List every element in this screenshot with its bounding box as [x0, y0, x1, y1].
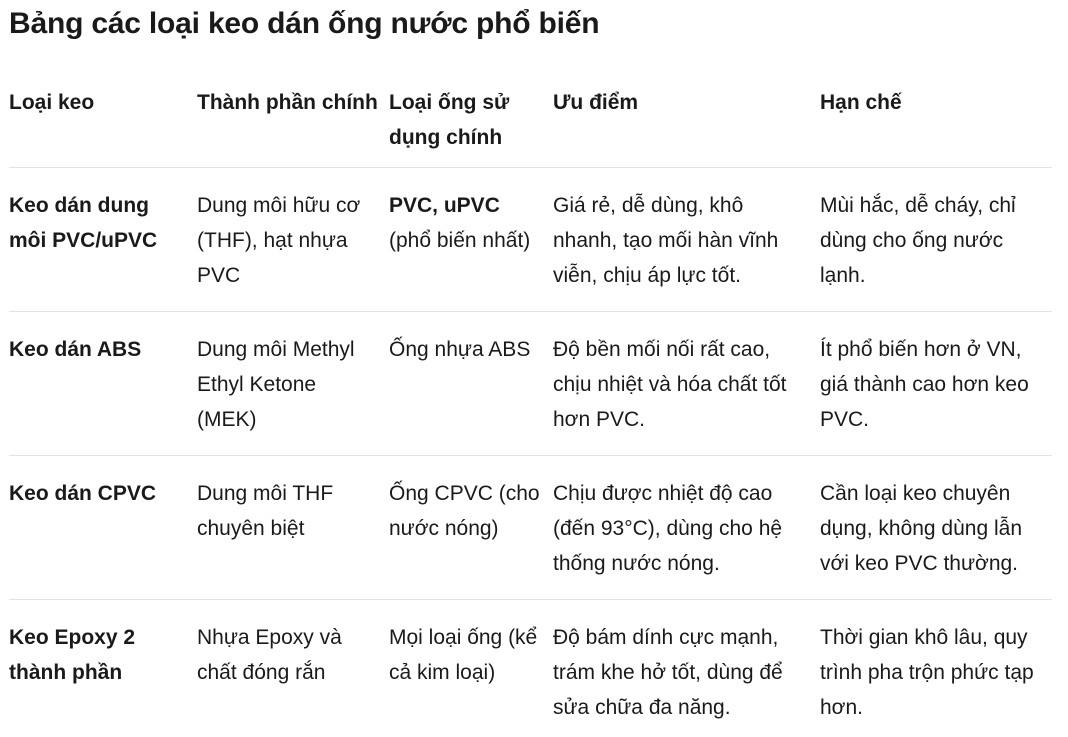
- cell-advantages: Chịu được nhiệt độ cao (đến 93°C), dùng cho hệ thống nước nóng.: [553, 456, 820, 600]
- cell-composition: Dung môi hữu cơ (THF), hạt nhựa PVC: [197, 168, 389, 312]
- cell-pipe-type: Ống CPVC (cho nước nóng): [389, 456, 553, 600]
- cell-pipe-type: [389, 168, 553, 312]
- header-main-pipe-type: Loại ống sử dụng chính: [389, 83, 553, 168]
- cell-pipe-type: Ống nhựa ABS: [389, 312, 553, 456]
- table-row: [9, 456, 1052, 600]
- table-row: [9, 312, 1052, 456]
- cell-pipe-type-bold: PVC, uPVC: [389, 194, 500, 217]
- page-title: Bảng các loại keo dán ống nước phổ biến: [9, 7, 600, 40]
- cell-advantages: Độ bền mối nối rất cao, chịu nhiệt và hóa chất tốt hơn PVC.: [553, 312, 820, 456]
- glue-comparison-table: [9, 83, 1052, 725]
- header-advantages: Ưu điểm: [553, 83, 820, 168]
- cell-pipe-type-note: (phổ biến nhất): [389, 229, 531, 252]
- header-main-composition: Thành phần chính: [197, 83, 389, 168]
- cell-pipe-type: Mọi loại ống (kể cả kim loại): [389, 626, 538, 684]
- cell-glue-type: Keo dán CPVC: [9, 456, 197, 600]
- cell-limitations: Thời gian khô lâu, quy trình pha trộn phức tạp hơn.: [820, 626, 1034, 719]
- cell-advantages: Giá rẻ, dễ dùng, khô nhanh, tạo mối hàn vĩnh viễn, chịu áp lực tốt.: [553, 168, 820, 312]
- cell-glue-type: Keo dán dung môi PVC/uPVC: [9, 168, 197, 312]
- header-glue-type: Loại keo: [9, 83, 197, 168]
- cell-limitations: Ít phổ biến hơn ở VN, giá thành cao hơn keo PVC.: [820, 312, 1052, 456]
- cell-composition: Dung môi Methyl Ethyl Ketone (MEK): [197, 312, 389, 456]
- header-limitations: Hạn chế: [820, 83, 1052, 168]
- cell-advantages: Độ bám dính cực mạnh, trám khe hở tốt, dùng để sửa chữa đa năng.: [553, 626, 783, 719]
- cell-composition: Dung môi THF chuyên biệt: [197, 456, 389, 600]
- cell-limitations: Mùi hắc, dễ cháy, chỉ dùng cho ống nước lạnh.: [820, 168, 1052, 312]
- cell-glue-type: Keo dán ABS: [9, 312, 197, 456]
- cell-composition: Nhựa Epoxy và chất đóng rắn: [197, 626, 342, 684]
- cell-glue-type: Keo Epoxy 2 thành phần: [9, 626, 136, 684]
- table-row: [9, 600, 1052, 726]
- table-row: [9, 168, 1052, 312]
- table-header-row: [9, 83, 1052, 168]
- cell-limitations: Cần loại keo chuyên dụng, không dùng lẫn với keo PVC thường.: [820, 456, 1052, 600]
